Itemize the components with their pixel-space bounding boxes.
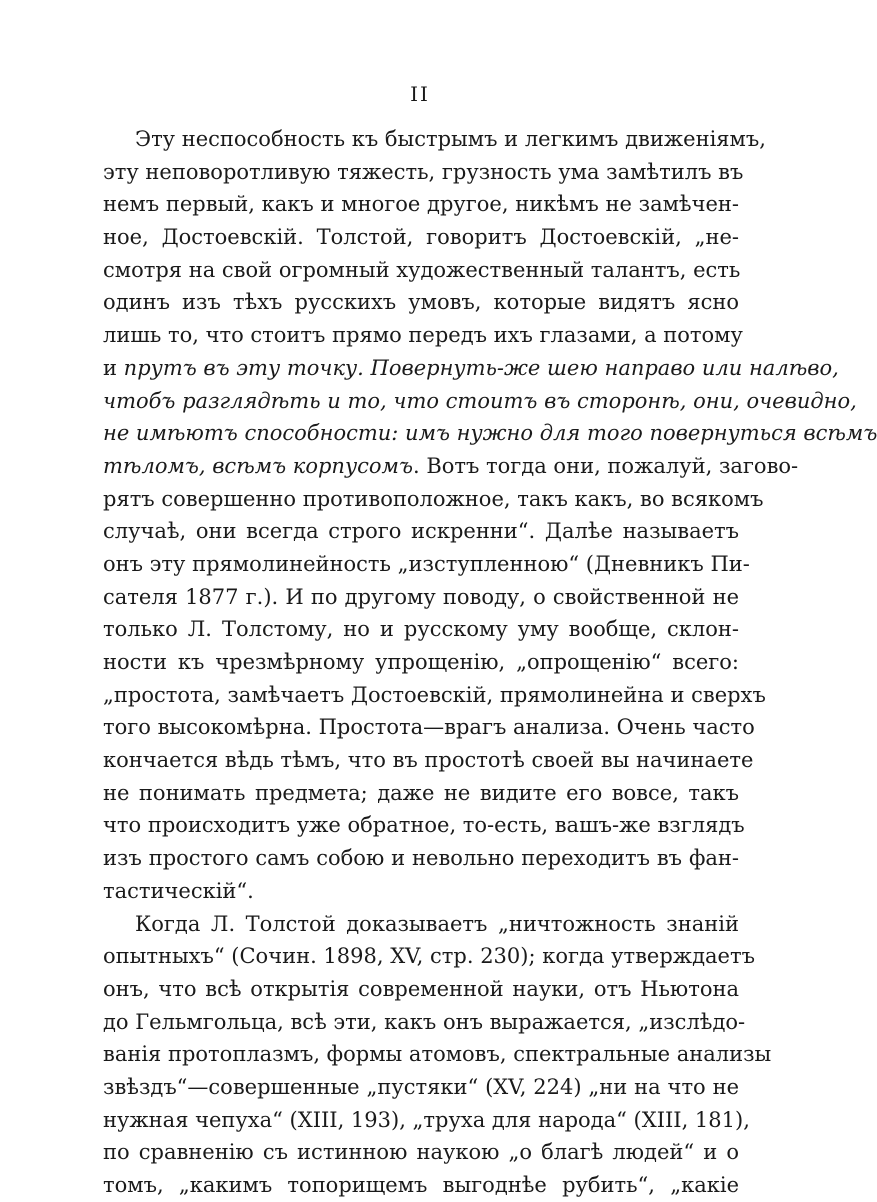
body-text (103, 123, 877, 1202)
text-line: Эту неспособность къ быстрымъ и легкимъ движеніямъ, (135, 127, 766, 151)
line-segment: и (103, 355, 124, 380)
italic-segment: тѣломъ, всѣмъ корпусомъ (103, 453, 413, 478)
italic-line: не имѣютъ способности: имъ нужно для того повернуться всѣмъ (103, 421, 877, 446)
text-line: не понимать предмета; даже не видите его вовсе, такъ (103, 780, 739, 805)
text-line: ное, Достоевскій. Толстой, говоритъ Достоевскій, „не- (103, 225, 739, 250)
text-line: смотря на свой огромный художественный талантъ, есть (103, 257, 741, 282)
text-line: ности къ чрезмѣрному упрощенію, „опрощенію“ всего: (103, 650, 739, 674)
text-line: только Л. Толстому, но и русскому уму вообще, склон- (103, 617, 739, 642)
text-line: что происходитъ уже обратное, то-есть, вашъ-же взглядъ (103, 813, 745, 838)
text-line: одинъ изъ тѣхъ русскихъ умовъ, которые видятъ ясно (103, 290, 739, 315)
text-line: случаѣ, они всегда строго искренни“. Далѣе называетъ (103, 519, 739, 544)
text-line: по сравненію съ истинною наукою „о благѣ людей“ и о (103, 1140, 739, 1165)
text-line: Когда Л. Толстой доказываетъ „ничтожность знаній (135, 911, 739, 936)
text-line (103, 450, 799, 483)
text-line: ванія протоплазмъ, формы атомовъ, спектральные анализы (103, 1042, 772, 1067)
text-line: изъ простого самъ собою и невольно переходитъ въ фан- (103, 846, 739, 871)
text-line: кончается вѣдь тѣмъ, что въ простотѣ своей вы начинаете (103, 748, 754, 773)
text-line: сателя 1877 г.). И по другому поводу, о свойственной не (103, 584, 739, 609)
line-segment: . Вотъ тогда они, пожалуй, загово- (412, 453, 799, 478)
text-line: „простота, замѣчаетъ Достоевскій, прямолинейна и сверхъ (103, 682, 766, 707)
text-line: онъ, что всѣ открытія современной науки, отъ Ньютона (103, 976, 739, 1001)
text-line: немъ первый, какъ и многое другое, никѣмъ не замѣчен- (103, 192, 739, 217)
text-line: томъ, „какимъ топорищемъ выгоднѣе рубить“, „какіе (103, 1173, 739, 1197)
italic-line: чтобъ разглядѣть и то, что стоитъ въ сторонѣ, они, очевидно, (103, 388, 857, 413)
text-line: опытныхъ“ (Сочин. 1898, XV, стр. 230); когда утверждаетъ (103, 944, 755, 969)
page-number: II (410, 82, 430, 106)
text-line: до Гельмгольца, всѣ эти, какъ онъ выражается, „изслѣдо- (103, 1009, 746, 1034)
text-line: рятъ совершенно противоположное, такъ какъ, во всякомъ (103, 486, 764, 511)
italic-segment: прутъ въ эту точку. Повернуть-же шею направо или налѣво, (123, 355, 839, 380)
text-line: звѣздъ“—совершенные „пустяки“ (XV, 224) „ни на что не (103, 1074, 739, 1099)
text-line: лишь то, что стоитъ прямо передъ ихъ глазами, а потому (103, 323, 743, 348)
text-line: того высокомѣрна. Простота—врагъ анализа. Очень часто (103, 715, 755, 740)
text-line: эту неповоротливую тяжесть, грузность ума замѣтилъ въ (103, 159, 744, 184)
text-line: онъ эту прямолинейность „изступленною“ (Дневникъ Пи- (103, 551, 750, 576)
text-line: нужная чепуха“ (XIII, 193), „труха для народа“ (XIII, 181), (103, 1107, 750, 1132)
text-line: тастическій“. (103, 878, 254, 903)
text-line (103, 352, 839, 385)
